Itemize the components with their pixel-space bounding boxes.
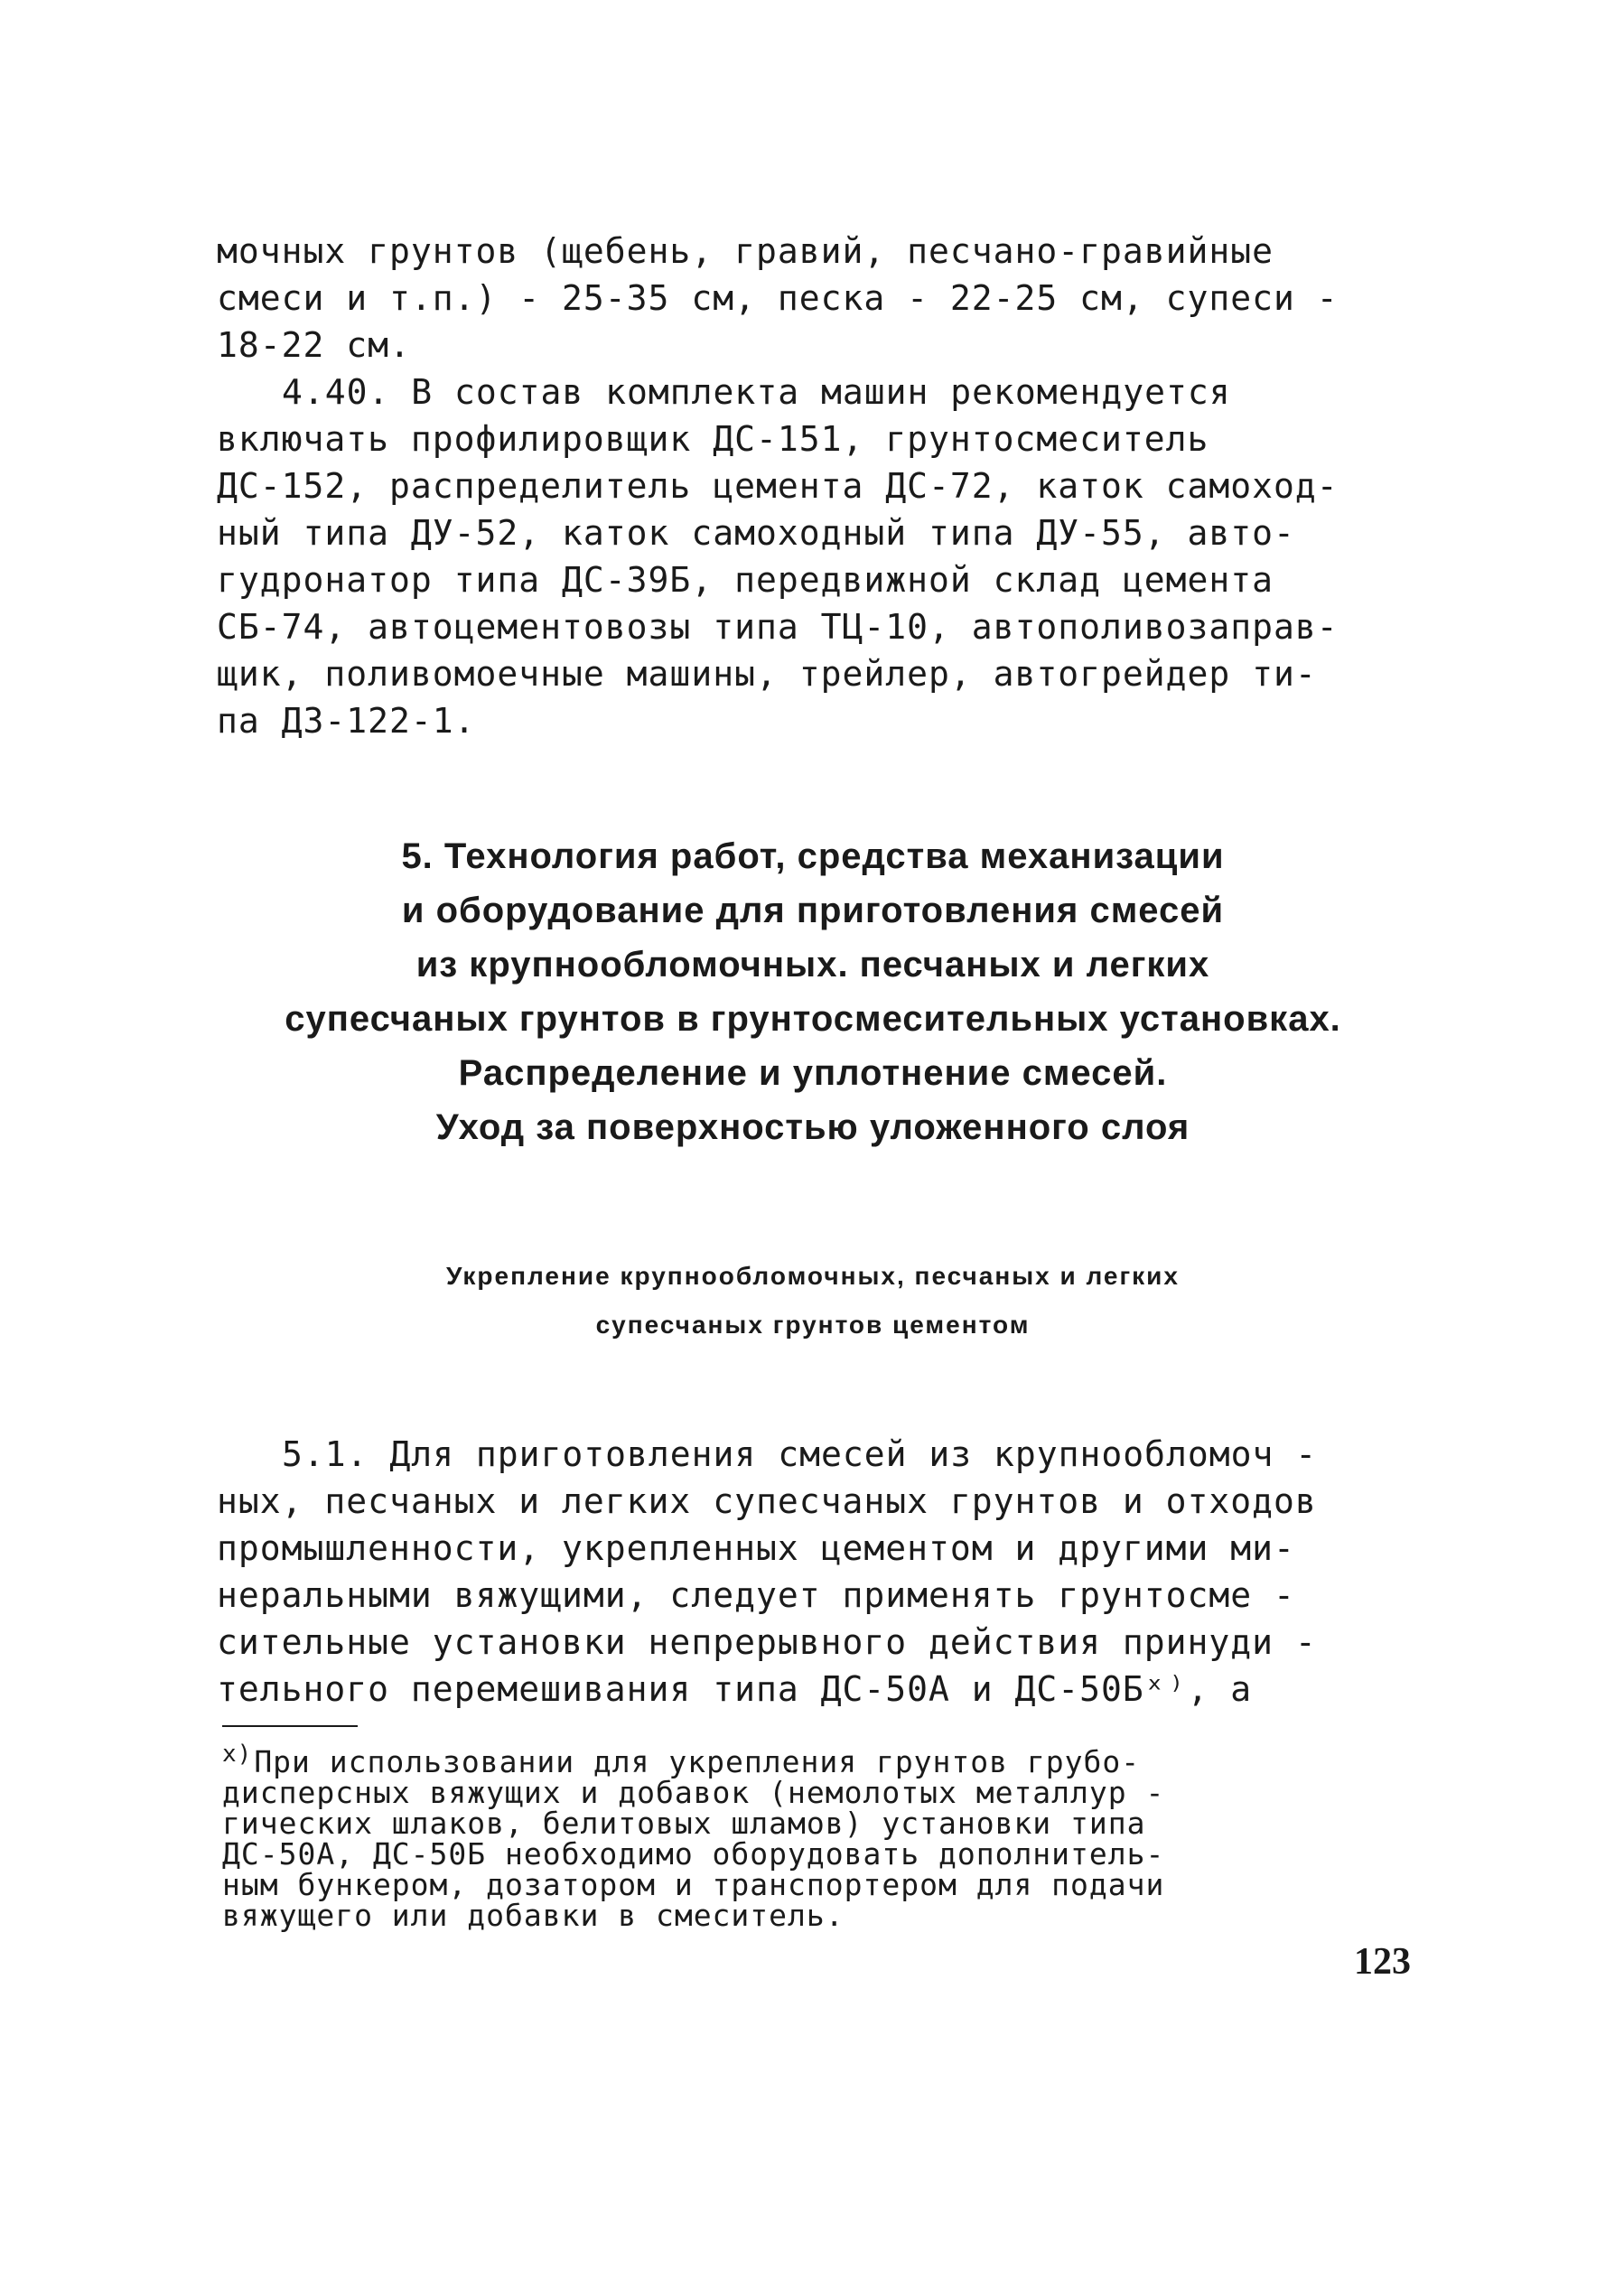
footnote-line: ным бункером, дозатором и транспортером для подачи [222,1867,1165,1902]
footnote [222,1739,1407,1931]
page-number: 123 [1354,1941,1411,1983]
paragraph-4-40 [217,369,1409,744]
text-line: включать профилировщик ДС-151, грунтосмеситель [217,419,1209,459]
footnote-line: дисперсных вяжущих и добавок (немолотых металлур - [222,1775,1165,1810]
text-line: сительные установки непрерывного действия принуди - [217,1622,1317,1662]
continuation-paragraph [217,228,1409,369]
text-line: гудронатор типа ДС-39Б, передвижной склад цемента [217,560,1274,600]
footnote-divider [222,1725,358,1727]
text-line: 4.40. В состав комплекта машин рекомендуется [282,372,1231,412]
text-line: 5.1. Для приготовления смесей из крупнообломоч - [282,1434,1318,1474]
paragraph-5-1 [217,1431,1409,1713]
footnote-line [222,1739,1407,1778]
text-line: неральными вяжущими, следует применять грунтосме - [217,1575,1295,1615]
subheading-line: супесчаных грунтов цементом [595,1311,1031,1339]
footnote-line: ДС-50А, ДС-50Б необходимо оборудовать дополнитель- [222,1836,1165,1872]
heading-line: и оборудование для приготовления смесей [401,891,1225,930]
text-line: тельного перемешивания типа ДС-50А и ДС-50Бˣ⁾, а [217,1669,1253,1709]
subheading-line: Укрепление крупнообломочных, песчаных и легких [446,1262,1180,1290]
text-line: СБ-74, автоцементовозы типа ТЦ-10, автополивозаправ- [217,607,1339,647]
text-line: ДС-152, распределитель цемента ДС-72, каток самоход- [217,466,1339,506]
text-line: щик, поливомоечные машины, трейлер, автогрейдер ти- [217,654,1317,694]
heading-line: Распределение и уплотнение смесей. [458,1053,1168,1093]
text-line: смеси и т.п.) - 25-35 см, песка - 22-25 см, супеси - [217,278,1339,318]
text-line: ных, песчаных и легких супесчаных грунтов и отходов [217,1481,1317,1521]
text-line: мочных грунтов (щебень, гравий, песчано-гравийные [217,231,1274,271]
text-line: ный типа ДУ-52, каток самоходный типа ДУ-55, авто- [217,513,1295,553]
heading-line: из крупнообломочных. песчаных и легких [415,945,1210,985]
footnote-mark: x) [222,1741,253,1768]
text-line: промышленности, укрепленных цементом и другими ми- [217,1528,1295,1568]
heading-line: 5. Технология работ, средства механизации [401,836,1225,876]
footnote-text: При использовании для укрепления грунтов грубо- [254,1744,1141,1779]
text-line: 18-22 см. [217,325,411,365]
text-line: па ДЗ-122-1. [217,701,476,741]
footnote-line: гических шлаков, белитовых шламов) установки типа [222,1806,1146,1841]
subsection-heading [217,1252,1409,1349]
heading-line: супесчаных грунтов в грунтосмесительных установках. [285,999,1341,1039]
footnote-line: вяжущего или добавки в смеситель. [222,1898,845,1933]
section-heading [217,829,1409,1154]
heading-line: Уход за поверхностью уложенного слоя [435,1107,1190,1147]
